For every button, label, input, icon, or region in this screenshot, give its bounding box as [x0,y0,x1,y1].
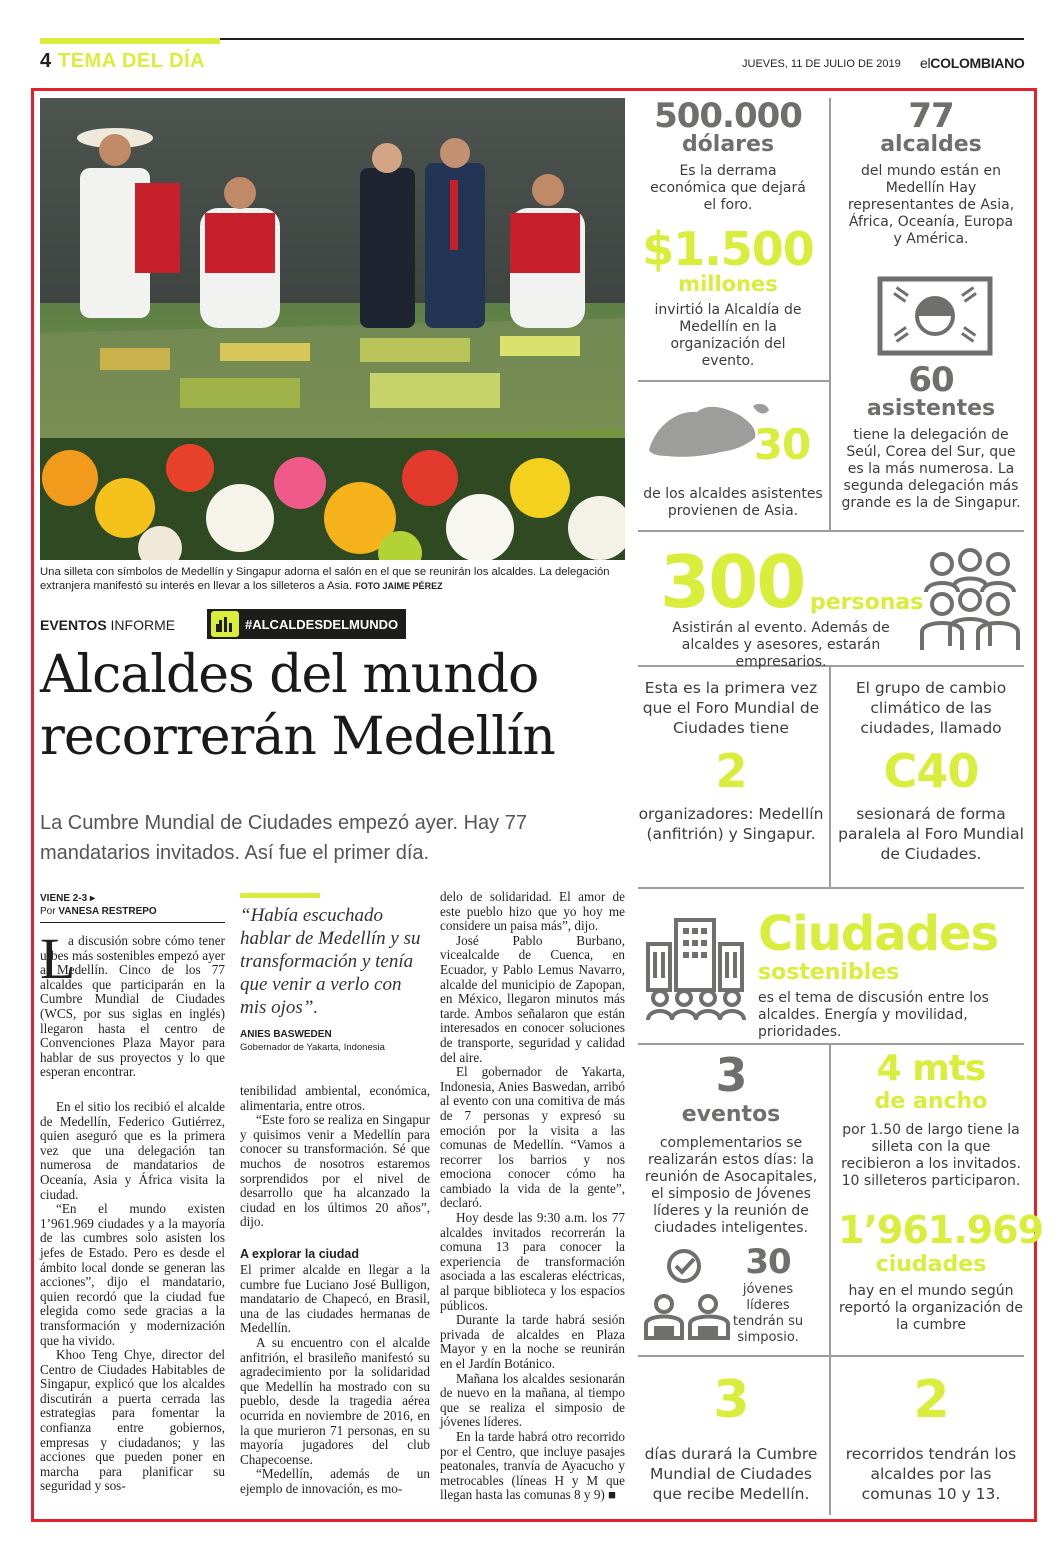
stat-text: por 1.50 de largo tiene la silleta con la que recibieron a los invitados. 10 silleteros participaron. [841,1122,1021,1189]
stat-2-recorridos [838,1370,1024,1504]
col3-paragraph: delo de solidaridad. El amor de este pueblo hizo que yo hoy me considere un paisa más”, dijo. [440,889,625,934]
article-dek: La Cumbre Mundial de Ciudades empezó ayer. Hay 77 mandatarios invitados. Así fue el primer día. [40,812,527,864]
stat-30-jovenes [722,1242,814,1346]
grid-divider [829,98,831,530]
stat-text: Es la derrama económica que dejará el foro. [650,163,806,213]
stat-value: 60 [908,360,954,400]
hashtag-badge: #ALCALDESDELMUNDO [207,609,406,639]
city-buildings-icon [642,916,748,1027]
ciudades-subtitle: sostenibles [758,960,900,985]
article-column-1 [40,934,225,1080]
col1-paragraph: En el sitio los recibió el alcalde de Medellín, Federico Gutiérrez, quien aseguró que es la primera vez que una delegación tan numerosa de mandatarios de Oceanía, Asia y África visita la ciudad. [40,1099,225,1202]
page-number: 4 [40,50,52,72]
article-subhead: A explorar la ciudad [240,1247,360,1261]
stat-3-eventos [638,1048,824,1237]
stat-unit: de ancho [874,1089,988,1114]
stat-value: C40 [883,744,979,798]
stat-text: sesionará de forma paralela al Foro Mundial de Ciudades. [838,805,1024,863]
stat-30-asia-text: de los alcaldes asistentes provienen de Asia. [643,486,823,519]
stat-77-alcaldes [838,96,1024,248]
stat-300-unit: personas [810,590,924,615]
col3-paragraph: Durante la tarde habrá sesión privada de alcaldes en Plaza Mayor y en la noche se reunirán en el Jardín Botánico. [440,1312,625,1371]
stat-text: invirtió la Alcaldía de Medellín en la organización del evento. [654,302,802,369]
stat-unit: asistentes [866,396,996,421]
stat-value: 1’961.969 [838,1208,1043,1252]
continues-label: VIENE 2-3 ▸ [40,893,96,904]
col2-paragraph: “Medellín, además de un ejemplo de innovación, es mo- [240,1466,430,1496]
col1-paragraph: Khoo Teng Chye, director del Centro de Ciudades Habitables de Singapur, explicó que los alcaldes discutirán a puerta cerrada las estrategias para fomentar la confianza entre gobiernos, empresas y ciudadanos; y las acciones que pueden poner en marcha para planificar su seguridad y sos- [40,1347,225,1494]
col3-paragraph: Mañana los alcaldes sesionarán de nuevo en la mañana, al tiempo que se realiza el simposio de jóvenes líderes. [440,1370,625,1430]
stat-text: días durará la Cumbre Mundial de Ciudades que recibe Medellín. [644,1445,818,1503]
grid-divider [638,1043,1024,1045]
grid-divider [638,887,1024,889]
grid-divider [638,1355,1024,1357]
stat-1500-millones [638,222,818,370]
stat-1961969-ciudades [838,1208,1043,1334]
south-korea-flag-icon [877,276,993,361]
stat-60-asistentes [838,360,1024,512]
stat-unit: eventos [681,1102,781,1127]
stat-text: del mundo están en Medellín Hay representantes de Asia, África, Oceanía, Europa y América. [847,163,1015,247]
col3-paragraph: José Pablo Burbano, vicealcalde de Cuenca, en Ecuador, y Pablo Lemus Navarro, alcalde del municipio de Zapopan, en México, llegaron minutos más tarde. Ambos señalaron que están interesados en conocer soluciones de transporte, seguridad y calidad del aire. [440,932,625,1065]
stat-value: 30 [753,420,811,469]
stat-value: 3 [715,1048,747,1102]
byline-rule [40,922,225,923]
article-column-2 [240,1084,430,1230]
col2-paragraph: A su encuentro con el alcalde anfitrión, el brasileño manifestó su agradecimiento por la solidaridad que Medellín ha mostrado con su pueblo, desde la tragedia aérea ocurrida en noviembre de 2016, en la que murieron 71 personas, en su mayoría jugadores del club Chapecoense. [240,1334,430,1467]
stat-2-organizadores [638,678,824,844]
col1-first-paragraph: a discusión sobre cómo tener urbes más sostenibles empezó ayer a Medellín. Cinco de los 77 alcaldes que participarán en la Cumbre Mundial de Ciudades (WCS, por sus siglas en inglés) llegaron hasta el centro de Convenciones Plaza Mayor para hablar de sus proyectos y lo que esperan encontrar. [40,933,225,1080]
stat-value: 3 [713,1370,749,1430]
stat-intro: Esta es la primera vez que el Foro Mundial de Ciudades tiene [642,679,820,737]
stat-text: tiene la delegación de Seúl, Corea del Sur, que es la más numerosa. La segunda delegación más grande es la de Singapur. [841,427,1021,511]
stat-unit: millones [678,272,778,296]
section-title: TEMA DEL DÍA [58,50,206,72]
stat-value: $1.500 [642,222,814,276]
col2-paragraph: “Este foro se realiza en Singapur y quisimos venir a Medellín para conocer su transformación. Sé que muchos de nosotros estaremos sorprendidos por el nivel de desarrollo que ha alcanzado la ciudad en los últimos 20 años”, dijo. [240,1112,430,1230]
col2-paragraph: tenibilidad ambiental, económica, alimentaria, entre otros. [240,1083,430,1113]
col3-paragraph: Hoy desde las 9:30 a.m. los 77 alcaldes invitados recorrerán la comuna 13 para conocer la experiencia de transformación asociada a las escaleras eléctricas, al parque biblioteca y los espacios públicos. [440,1210,625,1313]
stat-value: 500.000 [654,96,802,136]
quote-author: ANIES BASWEDEN [240,1029,332,1040]
article-headline: Alcaldes del mundo recorrerán Medellín [40,645,555,767]
newspaper-logo: elCOLOMBIANO [920,55,1025,71]
article-column-1-rest [40,1100,225,1494]
drop-cap: L [40,926,76,991]
youth-leaders-icon [642,1248,732,1345]
stat-value: 2 [913,1370,949,1430]
stat-unit: ciudades [875,1252,987,1277]
col2-paragraph: El primer alcalde en llegar a la cumbre fue Luciano José Bulligon, mandatario de Chapecó, en Brasil, una de las ciudades hermanas de Medellín. [240,1262,430,1336]
stat-value: 30 [745,1242,791,1282]
col3-paragraph: El gobernador de Yakarta, Indonesia, Anies Baswedan, arribó al evento con una comitiva de más de 7 personas y expresó su emoción por la visita a las comunas de Medellín. “Vamos a recorrer los barrios y nos emociona conocer cómo ha cambiado la vida de la gente”, declaró. [440,1064,625,1211]
grid-divider [829,667,831,887]
photo-caption: Una silleta con símbolos de Medellín y Singapur adorna el salón en el que se reunirán los alcaldes. La delegación extranjera manifestó su interés en llevar a los silleteros a Asia. FOTO JAIME PÉREZ [40,566,610,592]
stat-text: hay en el mundo según reportó la organización de la cumbre [839,1283,1023,1333]
grid-divider [638,380,829,382]
ciudades-text: es el tema de discusión entre los alcaldes. Energía y movilidad, prioridades. [758,990,989,1040]
stat-intro: El grupo de cambio climático de las ciudades, llamado [855,679,1007,737]
stat-text: jóvenes líderes tendrán su simposio. [732,1282,804,1345]
stat-text: recorridos tendrán los alcaldes por las comunas 10 y 13. [845,1445,1017,1503]
grid-divider [829,1045,831,1515]
photo-credit: FOTO JAIME PÉREZ [355,581,443,591]
article-column-2-rest [240,1263,430,1497]
issue-date: JUEVES, 11 DE JULIO DE 2019 [742,58,901,70]
stat-c40 [838,678,1024,864]
header-accent-bar [40,38,220,44]
stat-text: organizadores: Medellín (anfitrión) y Singapur. [638,805,824,843]
stat-300-text: Asistirán al evento. Además de alcaldes y asesores, estarán empresarios. [672,620,890,670]
pull-quote: “Había escuchado hablar de Medellín y su transformación y tenía que venir a verlo con mis ojos”. [240,905,421,1018]
stat-unit: dólares [681,132,775,157]
stat-500000 [638,96,818,214]
stat-unit: alcaldes [880,132,982,157]
col1-paragraph: “En el mundo existen 1’961.969 ciudades y a la mayoría de las cumbres solo asisten los jefes de Estado. Pero es desde el ámbito local donde se generan las acciones”, dijo el mandatario, quien recordó que la ciudad fue elegida como sede gracias a la transformación y modernización que ha vivido. [40,1201,225,1348]
stat-value: 2 [715,744,747,798]
stat-4-mts [838,1048,1024,1190]
stat-30-asia [752,420,812,469]
people-group-icon [916,546,1024,659]
article-kicker: EVENTOS INFORME [40,617,176,633]
stat-300-value: 300 [660,540,805,624]
quote-accent-rule [240,893,320,898]
byline: Por VANESA RESTREPO [40,906,157,917]
col3-paragraph: En la tarde habrá otro recorrido por el Centro, que incluye pasajes peatonales, tranvía de Ayacucho y metrocables (líneas H y M que llegan hasta las comunas 8 y 9) ■ [440,1428,625,1503]
stat-text: complementarios se realizarán estos días: la reunión de Asocapitales, el simposio de Jóvenes líderes y la reunión de ciudades inteligentes. [644,1135,818,1236]
city-skyline-icon [211,611,239,637]
quote-author-role: Gobernador de Yakarta, Indonesia [240,1042,385,1053]
article-column-3 [440,890,625,1503]
lead-photo [40,98,625,560]
stat-value: 4 mts [876,1048,986,1089]
grid-divider [638,530,1024,532]
stat-value: 77 [908,96,954,136]
ciudades-title: Ciudades [758,906,999,962]
stat-3-dias [638,1370,824,1504]
